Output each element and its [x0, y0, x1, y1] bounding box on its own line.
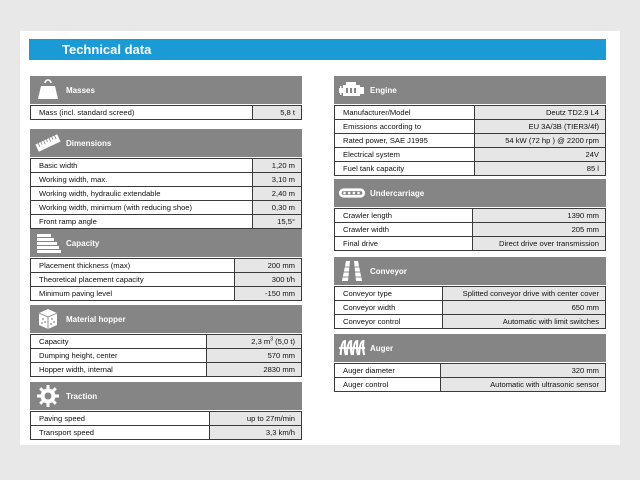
row-label: Paving speed: [39, 414, 86, 423]
row-value: [206, 335, 301, 348]
gear-icon: [34, 382, 62, 410]
row-label: Basic width: [39, 161, 78, 170]
section-header-capacity: [30, 229, 302, 257]
section-title: Engine: [370, 85, 397, 95]
section-header-masses: [30, 76, 302, 104]
row-value: 3,10 m: [252, 173, 301, 186]
row-label: Auger control: [343, 380, 389, 389]
table-row: [334, 148, 606, 162]
row-value: 54 kW (72 hp ) @ 2200 rpm: [474, 134, 605, 147]
table-row: [334, 223, 606, 237]
row-label: Crawler width: [343, 225, 389, 234]
table-row: [30, 201, 302, 215]
row-value: 5,8 t: [252, 106, 301, 119]
section-masses: [30, 76, 302, 120]
section-table-masses: [30, 105, 302, 120]
row-value: 0,30 m: [252, 201, 301, 214]
engine-icon: [338, 76, 366, 104]
table-row: [30, 215, 302, 229]
table-row: [334, 301, 606, 315]
table-row: [30, 273, 302, 287]
row-label: Placement thickness (max): [39, 261, 131, 270]
section-header-auger: [334, 334, 606, 362]
row-label: Theoretical placement capacity: [39, 275, 144, 284]
section-title: Masses: [66, 85, 95, 95]
row-value: 2830 mm: [206, 363, 301, 376]
section-table-auger: [334, 363, 606, 392]
table-row: [334, 287, 606, 301]
row-value: Direct drive over transmission: [472, 237, 605, 250]
ruler-icon: [34, 129, 62, 157]
row-label: Working width, minimum (with reducing shoe): [39, 203, 193, 212]
row-label: Fuel tank capacity: [343, 164, 405, 173]
row-label: Minimum paving level: [39, 289, 113, 298]
table-row: [30, 335, 302, 349]
row-value: 570 mm: [206, 349, 301, 362]
row-label: Transport speed: [39, 428, 95, 437]
conveyor-icon: [338, 257, 366, 285]
row-label: Conveyor control: [343, 317, 401, 326]
row-value: 15,5°: [252, 215, 301, 228]
section-table-dimensions: [30, 158, 302, 229]
page-title: Technical data: [29, 39, 606, 60]
table-row: [30, 363, 302, 377]
row-value: Deutz TD2.9 L4: [474, 106, 605, 119]
row-value: 300 t/h: [234, 273, 301, 286]
row-value: Automatic with limit switches: [442, 315, 605, 328]
row-value: Splitted conveyor drive with center cover: [442, 287, 605, 300]
row-label: Electrical system: [343, 150, 400, 159]
section-table-capacity: [30, 258, 302, 301]
row-value: 205 mm: [472, 223, 605, 236]
section-title: Capacity: [66, 238, 100, 248]
hopper-icon: [34, 305, 62, 333]
section-title: Material hopper: [66, 314, 126, 324]
row-label: Conveyor type: [343, 289, 392, 298]
table-row: [334, 209, 606, 223]
row-label: Working width, max.: [39, 175, 108, 184]
section-conveyor: [334, 257, 606, 329]
row-label: Conveyor width: [343, 303, 396, 312]
section-traction: [30, 382, 302, 440]
tech-data-sheet: [20, 31, 620, 445]
row-value: 200 mm: [234, 259, 301, 272]
weight-icon: [34, 76, 62, 104]
row-label: Crawler length: [343, 211, 392, 220]
section-engine: [334, 76, 606, 176]
section-material-hopper: [30, 305, 302, 377]
row-label: Emissions according to: [343, 122, 422, 131]
section-header-engine: [334, 76, 606, 104]
section-title: Auger: [370, 343, 394, 353]
row-value: 650 mm: [442, 301, 605, 314]
row-label: Working width, hydraulic extendable: [39, 189, 161, 198]
table-row: [30, 159, 302, 173]
row-label: Front ramp angle: [39, 217, 97, 226]
section-header-undercarriage: [334, 179, 606, 207]
row-label: Manufacturer/Model: [343, 108, 411, 117]
row-value: 2,40 m: [252, 187, 301, 200]
section-capacity: [30, 229, 302, 301]
section-header-conveyor: [334, 257, 606, 285]
section-table-engine: [334, 105, 606, 176]
row-label: Auger diameter: [343, 366, 395, 375]
table-row: [30, 173, 302, 187]
row-label: Mass (incl. standard screed): [39, 108, 135, 117]
row-value: 320 mm: [440, 364, 605, 377]
row-value: 1390 mm: [472, 209, 605, 222]
table-row: [30, 187, 302, 201]
value-tail: (5,0 t): [273, 337, 295, 346]
table-row: [30, 106, 302, 120]
row-value: 1,20 m: [252, 159, 301, 172]
table-row: [334, 134, 606, 148]
value-superscript: 3: [270, 336, 274, 343]
table-row: [30, 287, 302, 301]
section-header-material-hopper: [30, 305, 302, 333]
table-row: [30, 259, 302, 273]
row-value: 24V: [474, 148, 605, 161]
row-value: Automatic with ultrasonic sensor: [440, 378, 605, 391]
row-label: Dumping height, center: [39, 351, 118, 360]
table-row: [334, 364, 606, 378]
row-value: 3,3 km/h: [209, 426, 301, 439]
section-undercarriage: [334, 179, 606, 251]
section-table-material-hopper: [30, 334, 302, 377]
section-title: Dimensions: [66, 138, 112, 148]
section-table-conveyor: [334, 286, 606, 329]
section-header-traction: [30, 382, 302, 410]
table-row: [30, 349, 302, 363]
row-label: Hopper width, internal: [39, 365, 113, 374]
layers-icon: [34, 229, 62, 257]
section-table-traction: [30, 411, 302, 440]
row-value: -150 mm: [234, 287, 301, 300]
section-title: Conveyor: [370, 266, 407, 276]
crawler-track-icon: [338, 179, 366, 207]
auger-icon: [338, 334, 366, 362]
row-value: up to 27m/min: [209, 412, 301, 425]
value-main: 2,3 m: [251, 337, 271, 346]
section-title: Traction: [66, 391, 98, 401]
section-header-dimensions: [30, 129, 302, 157]
table-row: [30, 412, 302, 426]
section-auger: [334, 334, 606, 392]
row-value: EU 3A/3B (TIER3/4f): [474, 120, 605, 133]
row-label: Rated power, SAE J1995: [343, 136, 428, 145]
row-value: 85 l: [474, 162, 605, 175]
row-label: Capacity: [39, 337, 69, 346]
table-row: [30, 426, 302, 440]
table-row: [334, 162, 606, 176]
row-label: Final drive: [343, 239, 379, 248]
table-row: [334, 106, 606, 120]
table-row: [334, 237, 606, 251]
section-title: Undercarriage: [370, 188, 425, 198]
section-dimensions: [30, 129, 302, 229]
table-row: [334, 315, 606, 329]
table-row: [334, 378, 606, 392]
table-row: [334, 120, 606, 134]
section-table-undercarriage: [334, 208, 606, 251]
